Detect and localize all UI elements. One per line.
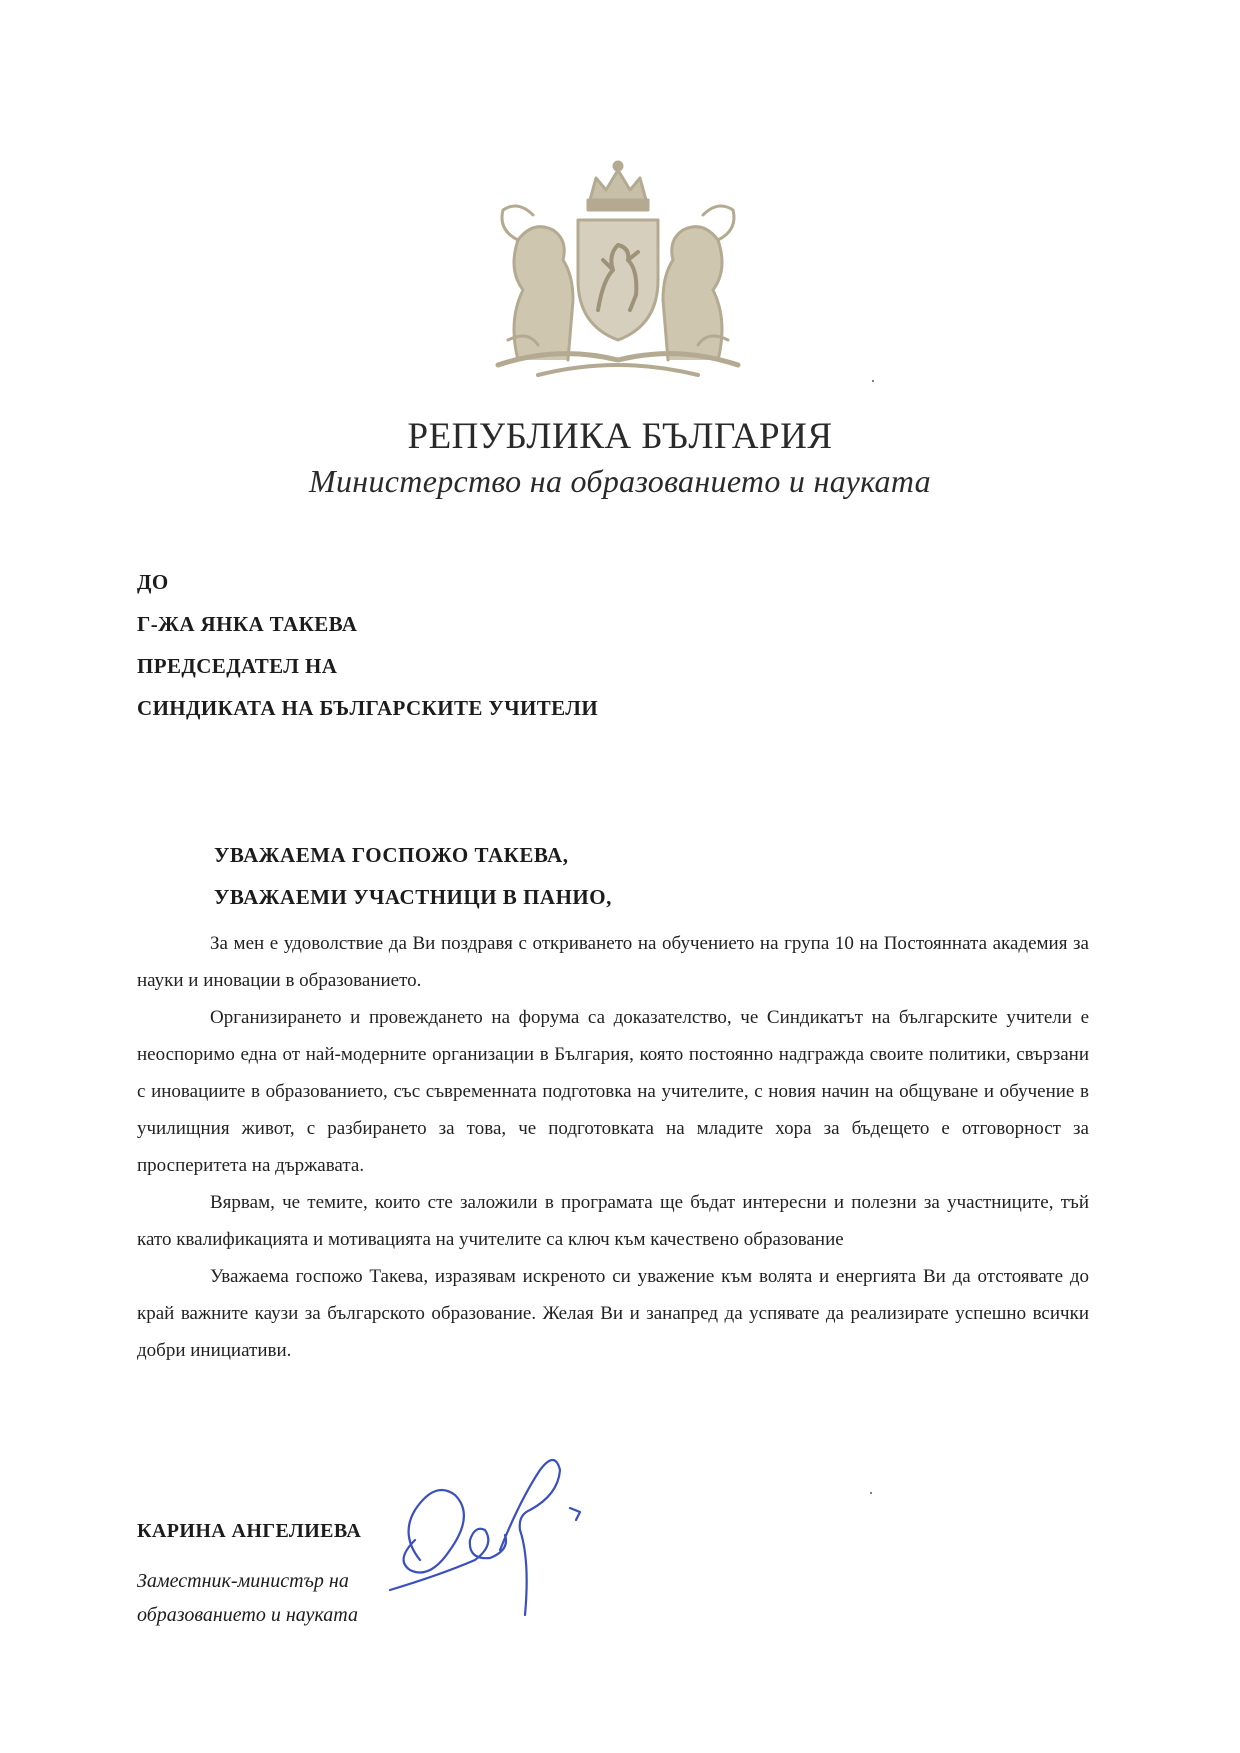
salutation-line: УВАЖАЕМИ УЧАСТНИЦИ В ПАНИО, <box>214 885 612 909</box>
ministry-name: Министерство на образованието и науката <box>309 463 931 499</box>
body-paragraph: Организирането и провеждането на форума са доказателство, че Синдикатът на българските учители е неоспоримо една от най-модерните организации в България, която постоянно надгражда своите политики, свързани с иновациите в образованието, със съвременната подготовка на учителите, с новия начин на общуване и обучение в училищния живот, с разбирането за това, че подготовката на младите хора за бъдещето е отговорност за просперитета на държавата. <box>137 1007 1089 1176</box>
addressee-line: Г-ЖА ЯНКА ТАКЕВА <box>137 612 358 636</box>
salutation-line: УВАЖАЕМА ГОСПОЖО ТАКЕВА, <box>214 843 569 867</box>
letter-body <box>137 925 1089 1369</box>
signer-title-line: Заместник-министър на <box>137 1570 349 1592</box>
body-paragraph: За мен е удоволствие да Ви поздравя с откриването на обучението на група 10 на Постоянната академия за науки и иновации в образованието. <box>137 933 1089 991</box>
salutation-block <box>214 843 612 927</box>
scan-speck <box>870 1492 872 1494</box>
addressee-line: СИНДИКАТА НА БЪЛГАРСКИТЕ УЧИТЕЛИ <box>137 696 599 720</box>
scan-speck <box>872 380 874 382</box>
body-paragraph: Уважаема госпожо Такева, изразявам искреното си уважение към волята и енергията Ви да отстоявате до край важните каузи за българското образование. Желая Ви и занапред да успявате да реализирате успешно всички добри инициативи. <box>137 1266 1089 1361</box>
signer-title-line: образованието и науката <box>137 1604 358 1626</box>
addressee-line: ПРЕДСЕДАТЕЛ НА <box>137 654 338 678</box>
addressee-block <box>137 570 598 738</box>
signer-name: КАРИНА АНГЕЛИЕВА <box>137 1520 362 1542</box>
coat-of-arms-emblem <box>478 160 758 380</box>
country-name: РЕПУБЛИКА БЪЛГАРИЯ <box>407 416 833 457</box>
signer-title <box>137 1564 358 1632</box>
addressee-line: ДО <box>137 570 169 594</box>
body-paragraph: Вярвам, че темите, които сте заложили в програмата ще бъдат интересни и полезни за участниците, тъй като квалификацията и мотивацията на учителите са ключ към качествено образование <box>137 1192 1089 1250</box>
handwritten-signature <box>380 1440 640 1620</box>
